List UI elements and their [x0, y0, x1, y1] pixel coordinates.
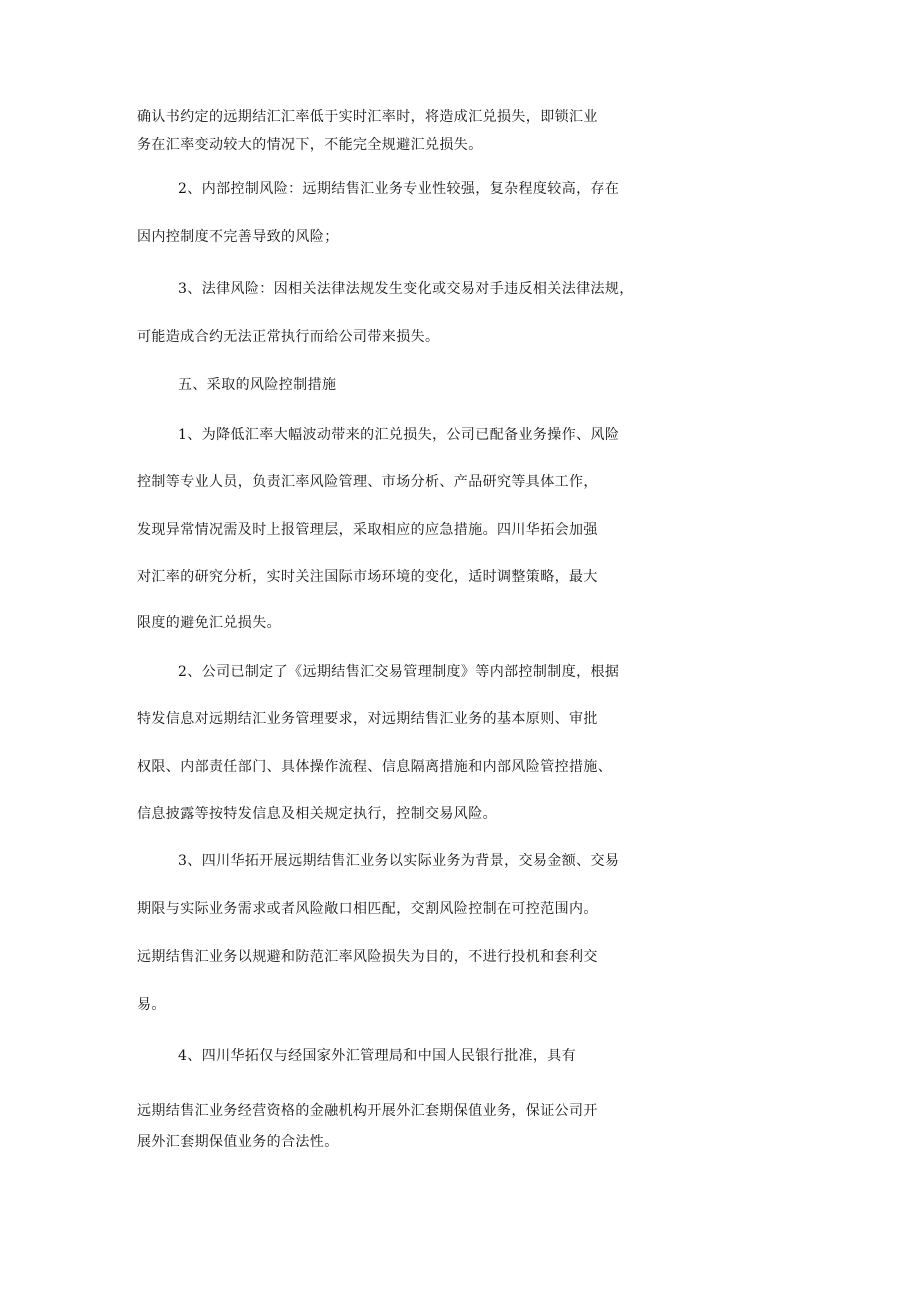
- text-line: 特发信息对远期结汇业务管理要求，对远期结售汇业务的基本原则、审批: [137, 711, 598, 727]
- text-line: 1、为降低汇率大幅波动带来的汇兑损失，公司已配备业务操作、风险: [178, 427, 620, 443]
- text-line: 信息披露等按特发信息及相关规定执行，控制交易风险。: [137, 806, 497, 822]
- text-line: 易。: [137, 997, 166, 1013]
- text-line: 2、公司已制定了《远期结售汇交易管理制度》等内部控制制度，根据: [178, 664, 620, 680]
- text-line: 期限与实际业务需求或者风险敞口相匹配，交割风险控制在可控范围内。: [137, 901, 598, 917]
- text-line: 确认书约定的远期结汇汇率低于实时汇率时，将造成汇兑损失，即锁汇业: [137, 109, 598, 125]
- text-line: 远期结售汇业务经营资格的金融机构开展外汇套期保值业务，保证公司开: [137, 1103, 598, 1119]
- text-line: 发现异常情况需及时上报管理层，采取相应的应急措施。四川华拓会加强: [137, 522, 598, 538]
- text-line: 展外汇套期保值业务的合法性。: [137, 1134, 339, 1150]
- text-line: 务在汇率变动较大的情况下，不能完全规避汇兑损失。: [137, 137, 483, 153]
- text-line: 2、内部控制风险：远期结售汇业务专业性较强，复杂程度较高，存在: [178, 181, 620, 197]
- text-line: 对汇率的研究分析，实时关注国际市场环境的变化，适时调整策略，最大: [137, 569, 598, 585]
- text-line: 限度的避免汇兑损失。: [137, 615, 281, 631]
- text-line: 远期结售汇业务以规避和防范汇率风险损失为目的，不进行投机和套利交: [137, 949, 598, 965]
- text-line: 4、四川华拓仅与经国家外汇管理局和中国人民银行批准，具有: [178, 1048, 577, 1064]
- text-line: 因内控制度不完善导致的风险；: [137, 229, 339, 245]
- text-line: 权限、内部责任部门、具体操作流程、信息隔离措施和内部风险管控措施、: [137, 759, 613, 775]
- text-line: 控制等专业人员，负责汇率风险管理、市场分析、产品研究等具体工作，: [137, 474, 598, 490]
- text-line: 3、法律风险：因相关法律法规发生变化或交易对手违反相关法律法规，: [178, 281, 634, 297]
- text-line: 可能造成合约无法正常执行而给公司带来损失。: [137, 329, 440, 345]
- text-line: 3、四川华拓开展远期结售汇业务以实际业务为背景，交易金额、交易: [178, 853, 620, 869]
- section-heading: 五、采取的风险控制措施: [178, 377, 337, 393]
